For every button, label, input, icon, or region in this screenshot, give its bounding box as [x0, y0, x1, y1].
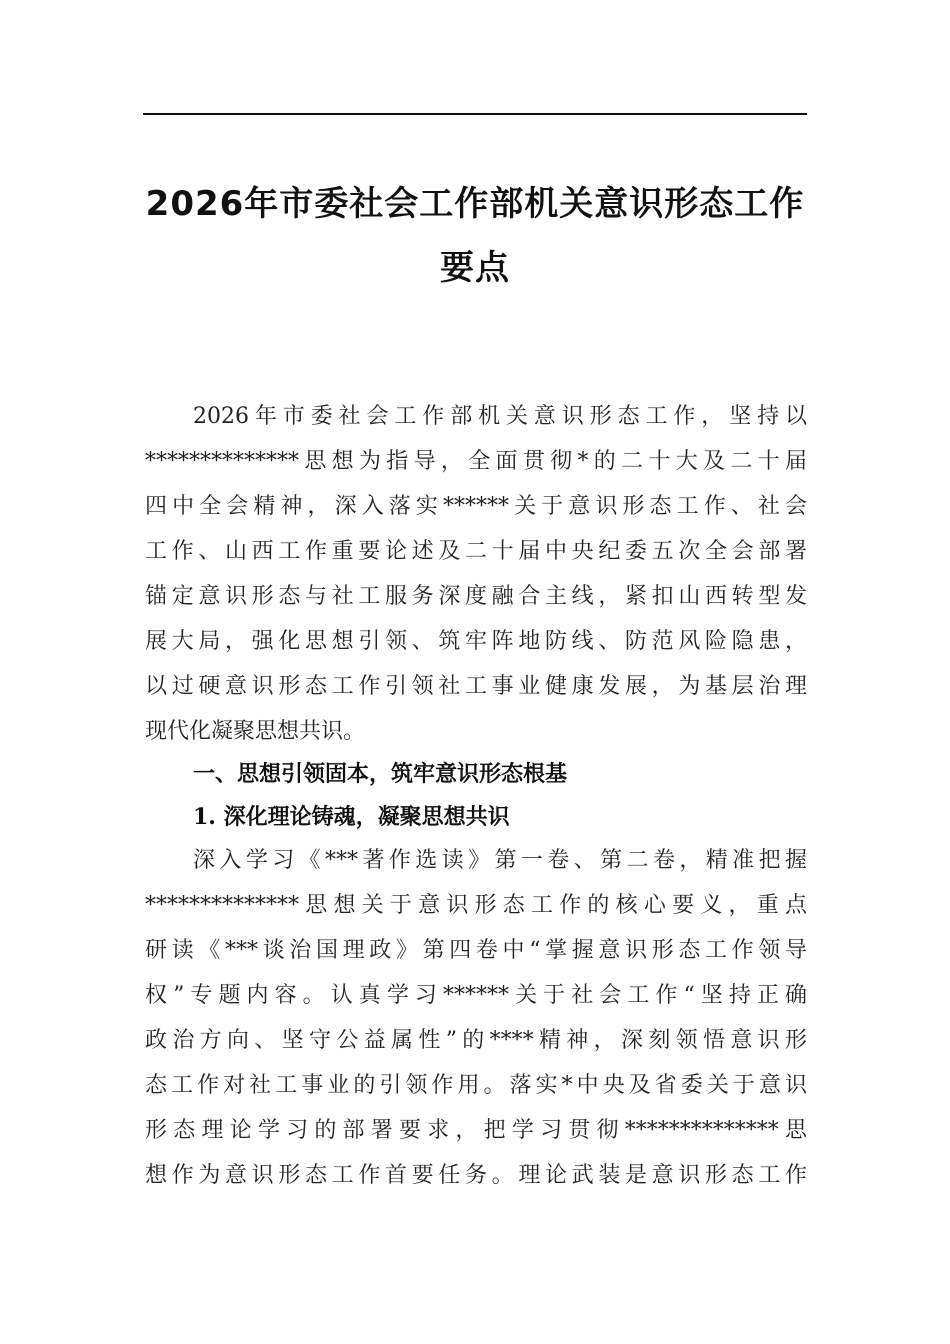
body-line: 深入学习《***著作选读》第一卷、第二卷，精准把握 — [193, 848, 807, 873]
intro-line: 工作、山西工作重要论述及二十届中央纪委五次全会部署 — [145, 539, 807, 564]
intro-line: 展大局，强化思想引领、筑牢阵地防线、防范风险隐患， — [145, 629, 807, 654]
title-line-1: 2026年市委社会工作部机关意识形态工作 — [145, 184, 805, 224]
intro-line: 以过硬意识形态工作引领社工事业健康发展，为基层治理 — [145, 674, 807, 699]
intro-line: 四中全会精神，深入落实******关于意识形态工作、社会 — [145, 494, 807, 519]
document-title — [143, 172, 807, 300]
section-heading: 一、思想引领固本，筑牢意识形态根基 — [193, 762, 568, 787]
intro-line: 2026年市委社会工作部机关意识形态工作，坚持以 — [193, 404, 807, 429]
body-line: 态工作对社工事业的引领作用。落实*中央及省委关于意识 — [145, 1073, 807, 1098]
subsection-heading: 1. 深化理论铸魂，凝聚思想共识 — [193, 804, 510, 830]
header-rule — [143, 113, 807, 115]
body-line: 政治方向、坚守公益属性”的****精神，深刻领悟意识形 — [145, 1028, 807, 1053]
intro-line: 锚定意识形态与社工服务深度融合主线，紧扣山西转型发 — [145, 584, 807, 609]
document-body — [145, 394, 807, 1198]
body-line: 想作为意识形态工作首要任务。理论武装是意识形态工作 — [145, 1163, 807, 1188]
intro-line: 现代化凝聚思想共识。 — [145, 719, 366, 744]
body-line: 权”专题内容。认真学习******关于社会工作“坚持正确 — [145, 983, 807, 1008]
title-line-2: 要点 — [440, 248, 510, 288]
intro-line: **************思想为指导，全面贯彻*的二十大及二十届 — [145, 449, 807, 474]
body-line: 研读《***谈治国理政》第四卷中“掌握意识形态工作领导 — [145, 938, 807, 963]
body-line: 形态理论学习的部署要求，把学习贯彻**************思 — [145, 1118, 807, 1143]
body-line: **************思想关于意识形态工作的核心要义，重点 — [145, 893, 807, 918]
